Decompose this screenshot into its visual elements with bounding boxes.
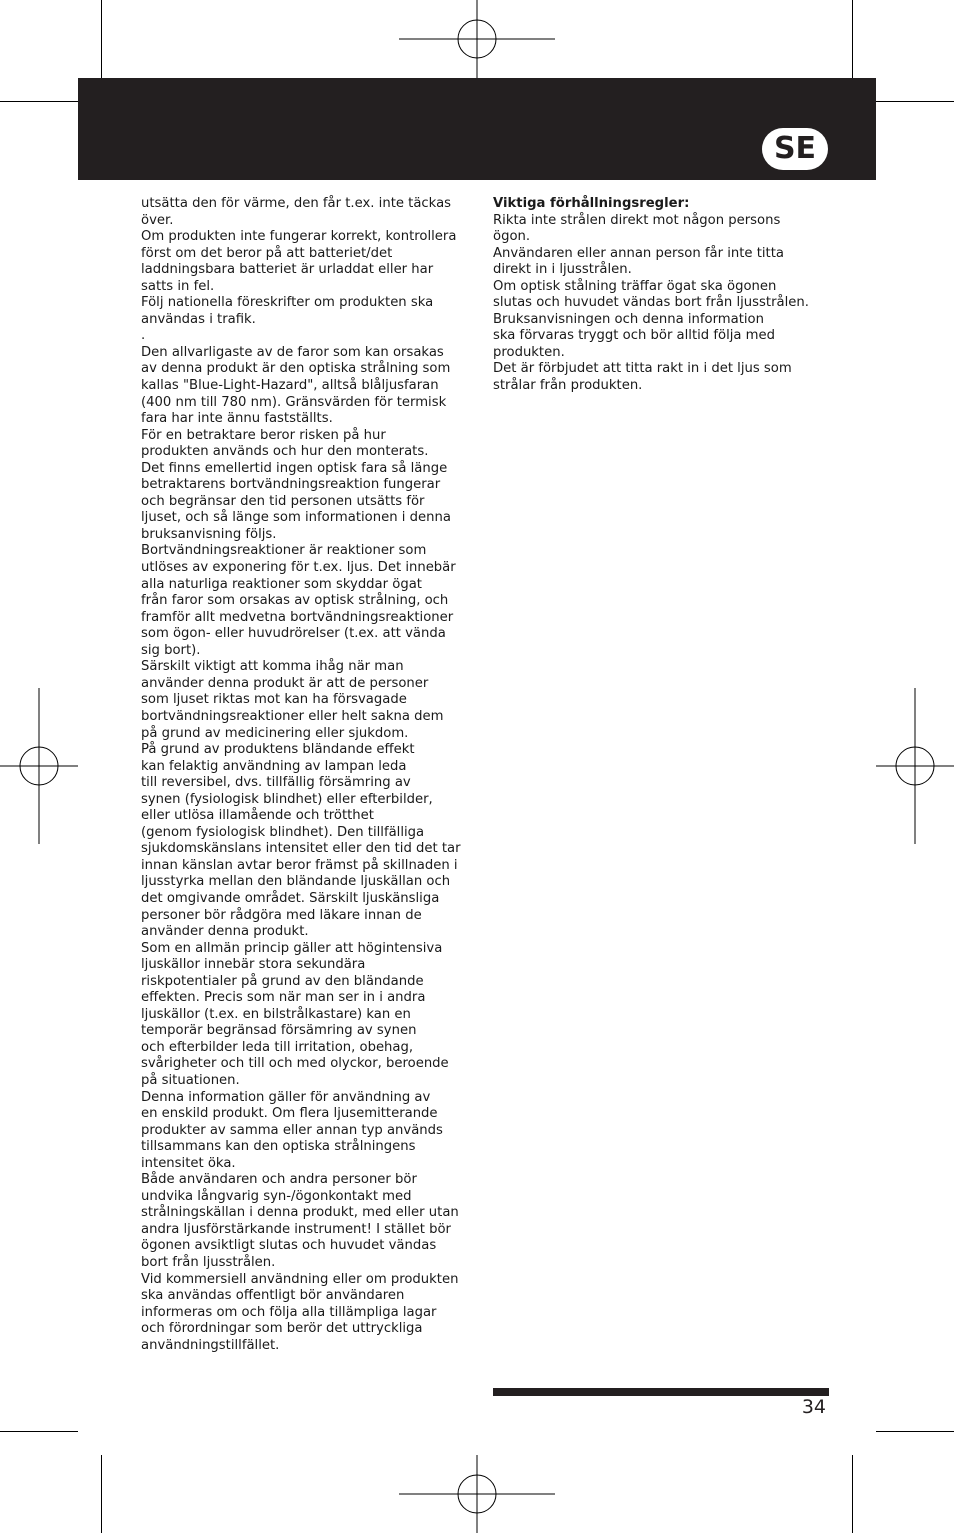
- paragraph: Om produkten inte fungerar korrekt, kontrollera först om det beror på att batteriet/det laddningsbara batteriet är urladdat eller har satts in fel.: [141, 229, 457, 294]
- paragraph: På grund av produktens bländande effekt kan felaktig användning av lampan leda till reversibel, dvs. tillfällig försämring av synen (fysiologisk blindhet) eller efterbilder, eller utlösa illamående och trötthet (genom fysiologisk blindhet). Den tillfälliga sjukdomskänslans intensitet eller den tid det tar innan känslan avtar beror främst på skillnaden i ljusstyrka mellan den bländande ljuskällan och det omgivande området. Särskilt ljuskänsliga personer bör rådgöra med läkare innan de använder denna produkt.: [141, 742, 461, 940]
- paragraph: Vid kommersiell användning eller om produkten ska användas offentligt bör användaren informeras om och följa alla tillämpliga lagar och förordningar som berör det uttryckliga användningstillfället.: [141, 1271, 459, 1353]
- language-badge: SE: [762, 128, 828, 170]
- paragraph: Särskilt viktigt att komma ihåg när man använder denna produkt är att de personer som ljuset riktas mot kan ha försvagade bortvändningsreaktioner eller helt sakna dem på grund av medicinering eller sjukdom.: [141, 659, 444, 741]
- registration-mark-bottom: [399, 1455, 555, 1533]
- crop-mark-bottom-right-horizontal: [876, 1431, 954, 1432]
- crop-mark-bottom-left-horizontal: [0, 1431, 78, 1432]
- paragraph: Det är förbjudet att titta rakt in i det ljus som strålar från produkten.: [493, 361, 792, 394]
- paragraph: Bortvändningsreaktioner är reaktioner som utlöses av exponering för t.ex. ljus. Det innebär alla naturliga reaktioner som skyddar ögat från faror som orsakas av optisk strålning, och framför allt medvetna bortvändningsreaktioner som ögon- eller huvudrörelser (t.ex. att vända sig bort).: [141, 543, 456, 658]
- crop-mark-bottom-left-vertical: [101, 1455, 102, 1533]
- page-number: 34: [801, 1396, 826, 1418]
- paragraph: Både användaren och andra personer bör undvika långvarig syn-/ögonkontakt med strålningskällan i denna produkt, med eller utan andra ljusförstärkande instrument! I stället bör ögonen avsiktligt slutas och huvudet vändas bort från ljusstrålen.: [141, 1172, 459, 1270]
- crop-mark-top-right-horizontal: [876, 101, 954, 102]
- registration-mark-left: [0, 688, 78, 844]
- paragraph: För en betraktare beror risken på hur produkten används och hur den monterats.: [141, 427, 429, 460]
- left-text-column: [141, 196, 479, 1354]
- crop-mark-bottom-right-vertical: [852, 1455, 853, 1533]
- paragraph: Det finns emellertid ingen optisk fara så länge betraktarens bortvändningsreaktion fungerar och begränsar den tid personen utsätts för ljuset, och så länge som informationen i denna bruksanvisning följs.: [141, 460, 451, 542]
- paragraph: utsätta den för värme, den får t.ex. inte täckas över.: [141, 196, 452, 228]
- crop-mark-top-right-vertical: [852, 0, 853, 78]
- registration-mark-top: [399, 0, 555, 78]
- paragraph: Om optisk stålning träffar ögat ska ögonen slutas och huvudet vändas bort från ljusstrålen.: [493, 278, 809, 311]
- right-text-column: [493, 196, 833, 395]
- registration-mark-right: [876, 688, 954, 844]
- paragraph: Den allvarligaste av de faror som kan orsakas av denna produkt är den optiska strålning som kallas "Blue-Light-Hazard", alltså blåljusfaran (400 nm till 780 nm). Gränsvärden för termisk fara har inte ännu fastställts.: [141, 344, 451, 427]
- paragraph: Bruksanvisningen och denna information ska förvaras tryggt och bör alltid följa med produkten.: [493, 311, 776, 360]
- paragraph: Denna information gäller för användning av en enskild produkt. Om flera ljusemitterande produkter av samma eller annan typ används tillsammans kan den optiska strålningens intensitet öka.: [141, 1089, 443, 1171]
- paragraph: Följ nationella föreskrifter om produkten ska användas i trafik.: [141, 295, 434, 327]
- paragraph: Användaren eller annan person får inte titta direkt in i ljusstrålen.: [493, 245, 784, 278]
- section-heading: Viktiga förhållningsregler:: [493, 196, 690, 211]
- crop-mark-top-left-vertical: [101, 0, 102, 78]
- paragraph: Rikta inte strålen direkt mot någon persons ögon.: [493, 212, 781, 245]
- paragraph: .: [141, 328, 146, 344]
- crop-mark-top-left-horizontal: [0, 101, 78, 102]
- paragraph: Som en allmän princip gäller att högintensiva ljuskällor innebär stora sekundära riskpotentialer på grund av den bländande effekten. Precis som när man ser in i andra ljuskällor (t.ex. en bilstrålkastare) kan en temporär begränsad försämring av synen och efterbilder leda till irritation, obehag, svårigheter och till och med olyckor, beroende på situationen.: [141, 940, 449, 1088]
- footer-rule: [493, 1388, 829, 1396]
- header-band: [78, 78, 876, 180]
